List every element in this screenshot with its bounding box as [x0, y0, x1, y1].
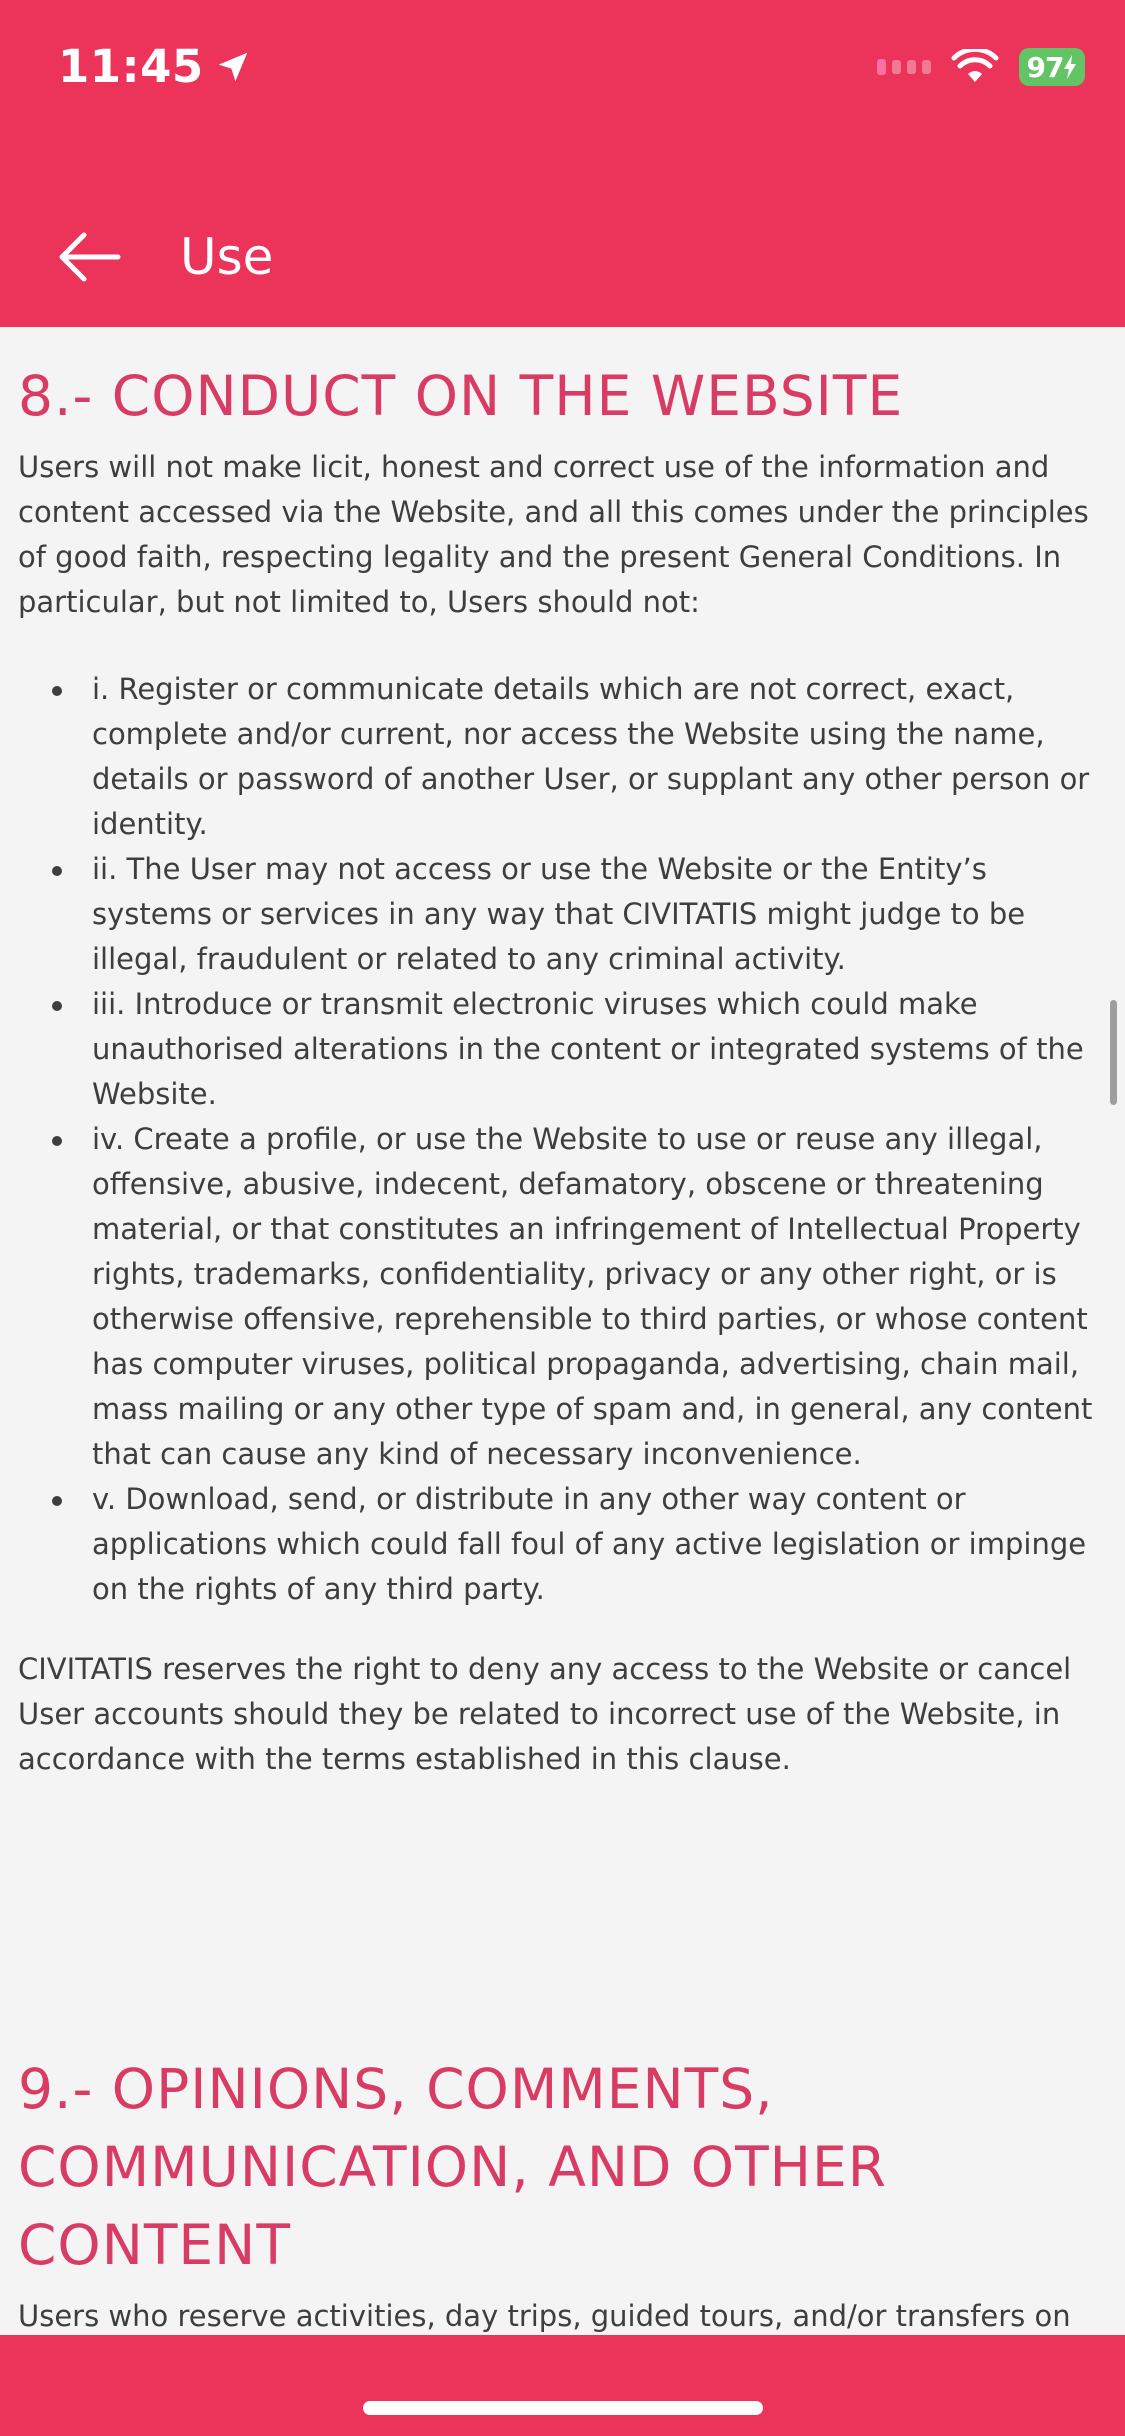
- status-bar-time: [58, 40, 252, 93]
- list-item: iv. Create a profile, or use the Website to use or reuse any illegal, offensive, abusive, indecent, defamatory, obscene or threatening material, or that constitutes an infringement of Intellectual Property rights, trademarks, confidentiality, privacy or any other right, or is otherwise offensive, reprehensible to third parties, or whose content has computer viruses, political propaganda, advertising, chain mail, mass mailing or any other type of spam and, in general, any content that can cause any kind of necessary inconvenience.: [18, 1117, 1108, 1477]
- list-item: ii. The User may not access or use the Website or the Entity’s systems or services in any way that CIVITATIS might judge to be illegal, fraudulent or related to any criminal activity.: [18, 847, 1108, 982]
- back-button[interactable]: [54, 222, 124, 292]
- wifi-icon: [951, 49, 999, 85]
- list-item: i. Register or communicate details which are not correct, exact, complete and/or current, nor access the Website using the name, details or password of another User, or supplant any other person or identity.: [18, 667, 1108, 847]
- terms-content[interactable]: [18, 327, 1108, 2335]
- battery-indicator: [1019, 48, 1085, 86]
- conduct-rules-list: [18, 667, 1108, 1612]
- page-title: Use: [180, 228, 274, 286]
- scrollbar-thumb[interactable]: [1110, 1000, 1117, 1105]
- list-item: iii. Introduce or transmit electronic viruses which could make unauthorised alterations in the content or integrated systems of the Website.: [18, 982, 1108, 1117]
- battery-level: 97: [1026, 50, 1064, 84]
- home-indicator[interactable]: [363, 2401, 763, 2415]
- bottom-bar: [0, 2335, 1125, 2436]
- section-9-heading: 9.- OPINIONS, COMMENTS, COMMUNICATION, AND OTHER CONTENT: [18, 2057, 888, 2277]
- back-arrow-icon: [56, 231, 122, 283]
- section-9-intro: Users who reserve activities, day trips, guided tours, and/or transfers on: [18, 2299, 1071, 2333]
- cellular-signal-icon: [877, 59, 931, 75]
- app-header: [0, 0, 1125, 327]
- location-arrow-icon: [214, 48, 252, 86]
- status-bar-indicators: [877, 48, 1085, 86]
- section-8-heading: 8.- CONDUCT ON THE WEBSITE: [18, 364, 904, 428]
- status-time-text: 11:45: [58, 40, 204, 93]
- charging-bolt-icon: [1063, 55, 1077, 79]
- list-item: v. Download, send, or distribute in any other way content or applications which could fall foul of any active legislation or impinge on the rights of any third party.: [18, 1477, 1108, 1612]
- section-8-intro: Users will not make licit, honest and correct use of the information and content accessed via the Website, and all this comes under the principles of good faith, respecting legality and the present General Conditions. In particular, but not limited to, Users should not:: [18, 450, 1089, 619]
- section-8-closing: CIVITATIS reserves the right to deny any access to the Website or cancel User accounts should they be related to incorrect use of the Website, in accordance with the terms established in this clause.: [18, 1652, 1072, 1776]
